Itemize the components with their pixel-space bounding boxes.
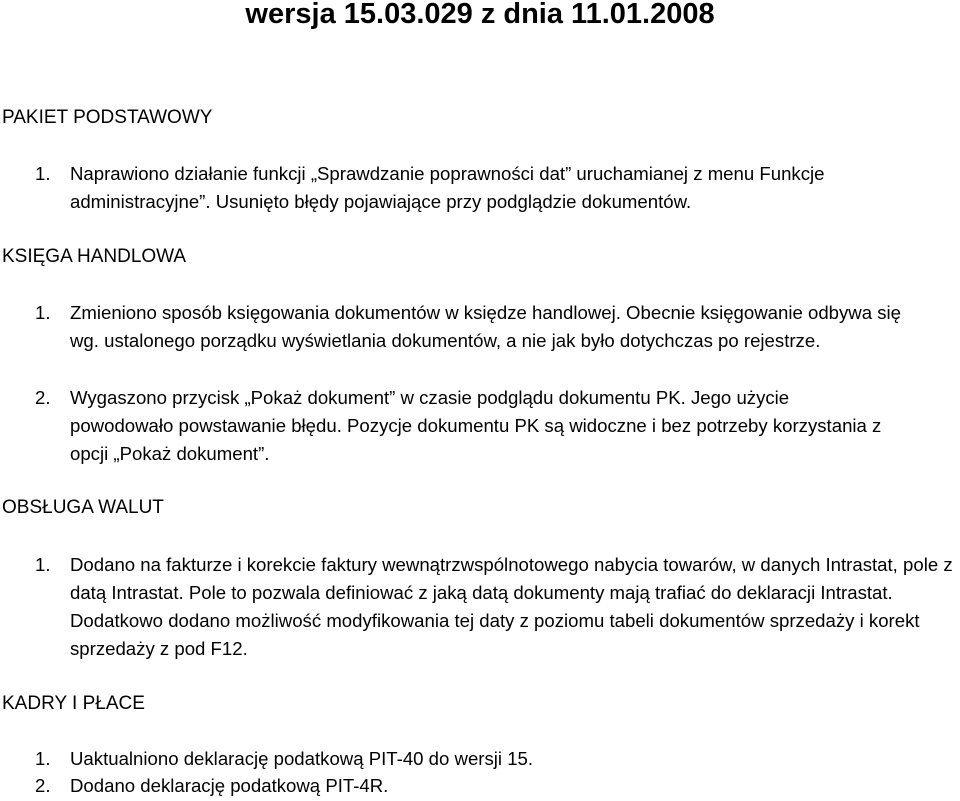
list-item-text: Wygaszono przycisk „Pokaż dokument” w czasie podglądu dokumentu PK. Jego użycie powodowało powstawanie błędu. Pozycje dokumentu PK są widoczne i bez potrzeby korzystania z opcji „Pokaż dokument”. [70, 387, 882, 464]
list-item-number: 1. [35, 163, 51, 184]
list-item-text: Naprawiono działanie funkcji „Sprawdzanie poprawności dat” uruchamianej z menu Funkcje administracyjne”. Usunięto błędy pojawiające przy podglądzie dokumentów. [70, 163, 825, 212]
section-heading-ksiega-handlowa: KSIĘGA HANDLOWA [2, 246, 187, 267]
list-item [35, 551, 960, 663]
list-item-number: 2. [35, 387, 51, 408]
list-item-text: Zmieniono sposób księgowania dokumentów w księdze handlowej. Obecnie księgowanie odbywa się wg. ustalonego porządku wyświetlania dokumentów, a nie jak było dotychczas po rejestrze. [70, 302, 901, 351]
list-item-text: Uaktualniono deklarację podatkową PIT-40 do wersji 15. [70, 748, 534, 769]
section-heading-pakiet-podstawowy: PAKIET PODSTAWOWY [2, 107, 213, 128]
list-item-number: 1. [35, 748, 51, 769]
list-item-number: 1. [35, 302, 51, 323]
list-item-number: 2. [35, 775, 51, 796]
list-item [35, 299, 930, 355]
list-item [35, 384, 895, 468]
section-heading-kadry-i-place: KADRY I PŁACE [2, 693, 145, 714]
list-item [35, 772, 950, 800]
list-item [35, 745, 950, 773]
list-item-text: Dodano deklarację podatkową PIT-4R. [70, 775, 389, 796]
list-item-number: 1. [35, 554, 51, 575]
section-heading-obsluga-walut: OBSŁUGA WALUT [2, 497, 164, 518]
list-item-text: Dodano na fakturze i korekcie faktury wewnątrzwspólnotowego nabycia towarów, w danych Intrastat, pole z datą Intrastat. Pole to pozwala definiować z jaką datą dokumenty mają trafiać do deklaracji Intrastat. Dodatkowo dodano możliwość modyfikowania tej daty z poziomu tabeli dokumentów sprzedaży i korekt sprzedaży z pod F12. [70, 554, 953, 659]
document-title: wersja 15.03.029 z dnia 11.01.2008 [245, 0, 715, 30]
list-item [35, 160, 950, 216]
